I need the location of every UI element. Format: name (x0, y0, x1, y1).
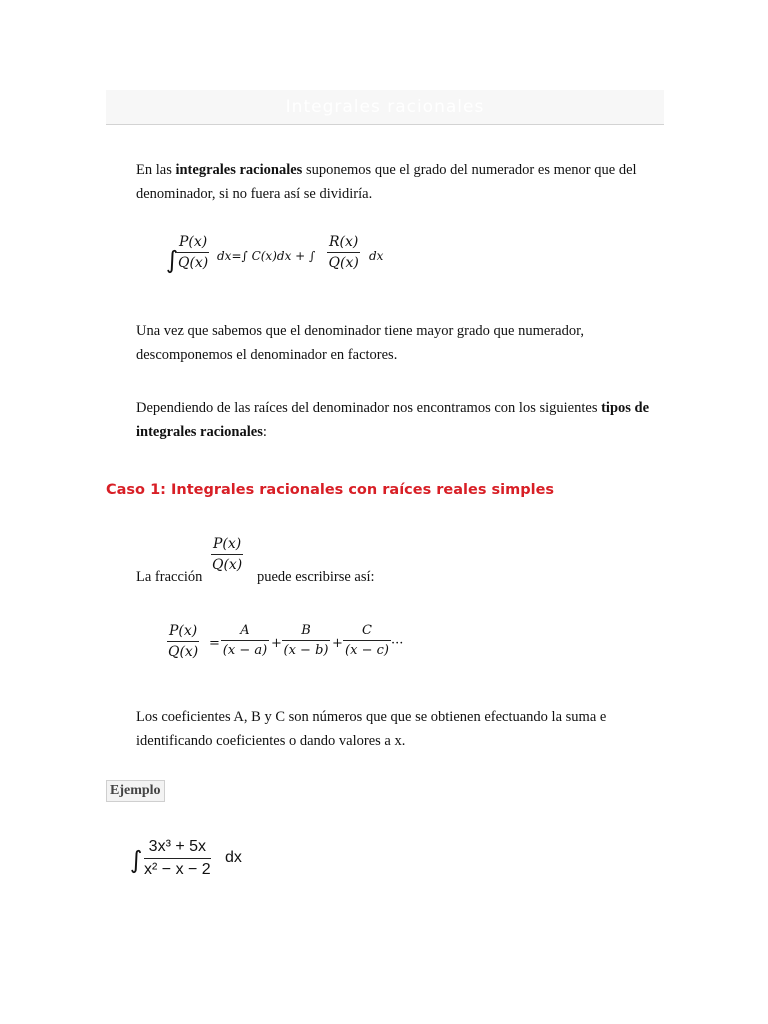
para-3-text-1: Dependiendo de las raíces del denominador nos encontramos con los siguientes (136, 400, 602, 416)
example-fraction (144, 838, 211, 879)
fraction-pq (211, 536, 243, 573)
formula-1-left-num: P(x) (177, 234, 209, 253)
fraction-suffix: puede escribirse así: (257, 569, 375, 585)
formula-1-tail: dx (369, 249, 384, 263)
example-tail: dx (225, 849, 242, 866)
term-a-num: A (221, 623, 269, 641)
paragraph-4: Los coeficientes A, B y C son números que que se obtienen efectuando la suma e identificando coeficientes o dando valores a x. (136, 709, 607, 749)
term-b-den: (x − b) (283, 643, 329, 658)
term-a-den: (x − a) (222, 643, 268, 658)
formula-2-term-c (343, 623, 391, 658)
paragraph-2: Una vez que sabemos que el denominador tiene mayor grado que numerador, descomponemos el denominador en factores. (136, 323, 584, 363)
ejemplo-label: Ejemplo (106, 780, 165, 802)
intro-paragraph (136, 158, 656, 206)
term-c-num: C (343, 623, 391, 641)
intro-text-1: En las (136, 162, 176, 178)
example-den: x² − x − 2 (144, 861, 211, 878)
example-num: 3x³ + 5x (144, 838, 211, 859)
formula-2-lhs-num: P(x) (167, 623, 199, 642)
formula-1-middle: dx=∫ C(x)dx + ∫ (217, 249, 316, 263)
example-integral-sign: ∫ (130, 846, 143, 874)
integral-sign: ∫ (166, 246, 179, 274)
formula-2-term-b (282, 623, 330, 658)
fraction-prefix: La fracción (136, 569, 203, 585)
para-3-text-2: : (262, 424, 267, 440)
fraction-pq-den: Q(x) (211, 557, 243, 573)
formula-2-tail: ··· (391, 636, 404, 651)
formula-1-left-den: Q(x) (177, 255, 209, 271)
intro-text-2: suponemos que el grado del numerador es menor que del denominador, si no fuera así se dividiría. (136, 162, 637, 202)
formula-1-right-num: R(x) (327, 234, 360, 253)
formula-2-term-a (221, 623, 269, 658)
formula-2-equals: = (209, 636, 220, 651)
formula-2-plus-2: + (332, 636, 343, 651)
formula-2-lhs (167, 623, 199, 660)
para-3-bold: tipos de integrales racionales (136, 400, 650, 440)
case-1-heading: Caso 1: Integrales racionales con raíces reales simples (106, 482, 555, 498)
formula-2-lhs-den: Q(x) (167, 644, 199, 660)
formula-1-left-fraction (177, 234, 209, 271)
fraction-pq-num: P(x) (211, 536, 243, 555)
page-title: Integrales racionales (106, 90, 664, 125)
term-b-num: B (282, 623, 330, 641)
formula-1-right-fraction (327, 234, 360, 271)
formula-1-right-den: Q(x) (328, 255, 359, 271)
term-c-den: (x − c) (345, 643, 389, 658)
paragraph-3 (136, 396, 656, 444)
formula-2-plus-1: + (271, 636, 282, 651)
intro-bold: integrales racionales (175, 162, 303, 178)
